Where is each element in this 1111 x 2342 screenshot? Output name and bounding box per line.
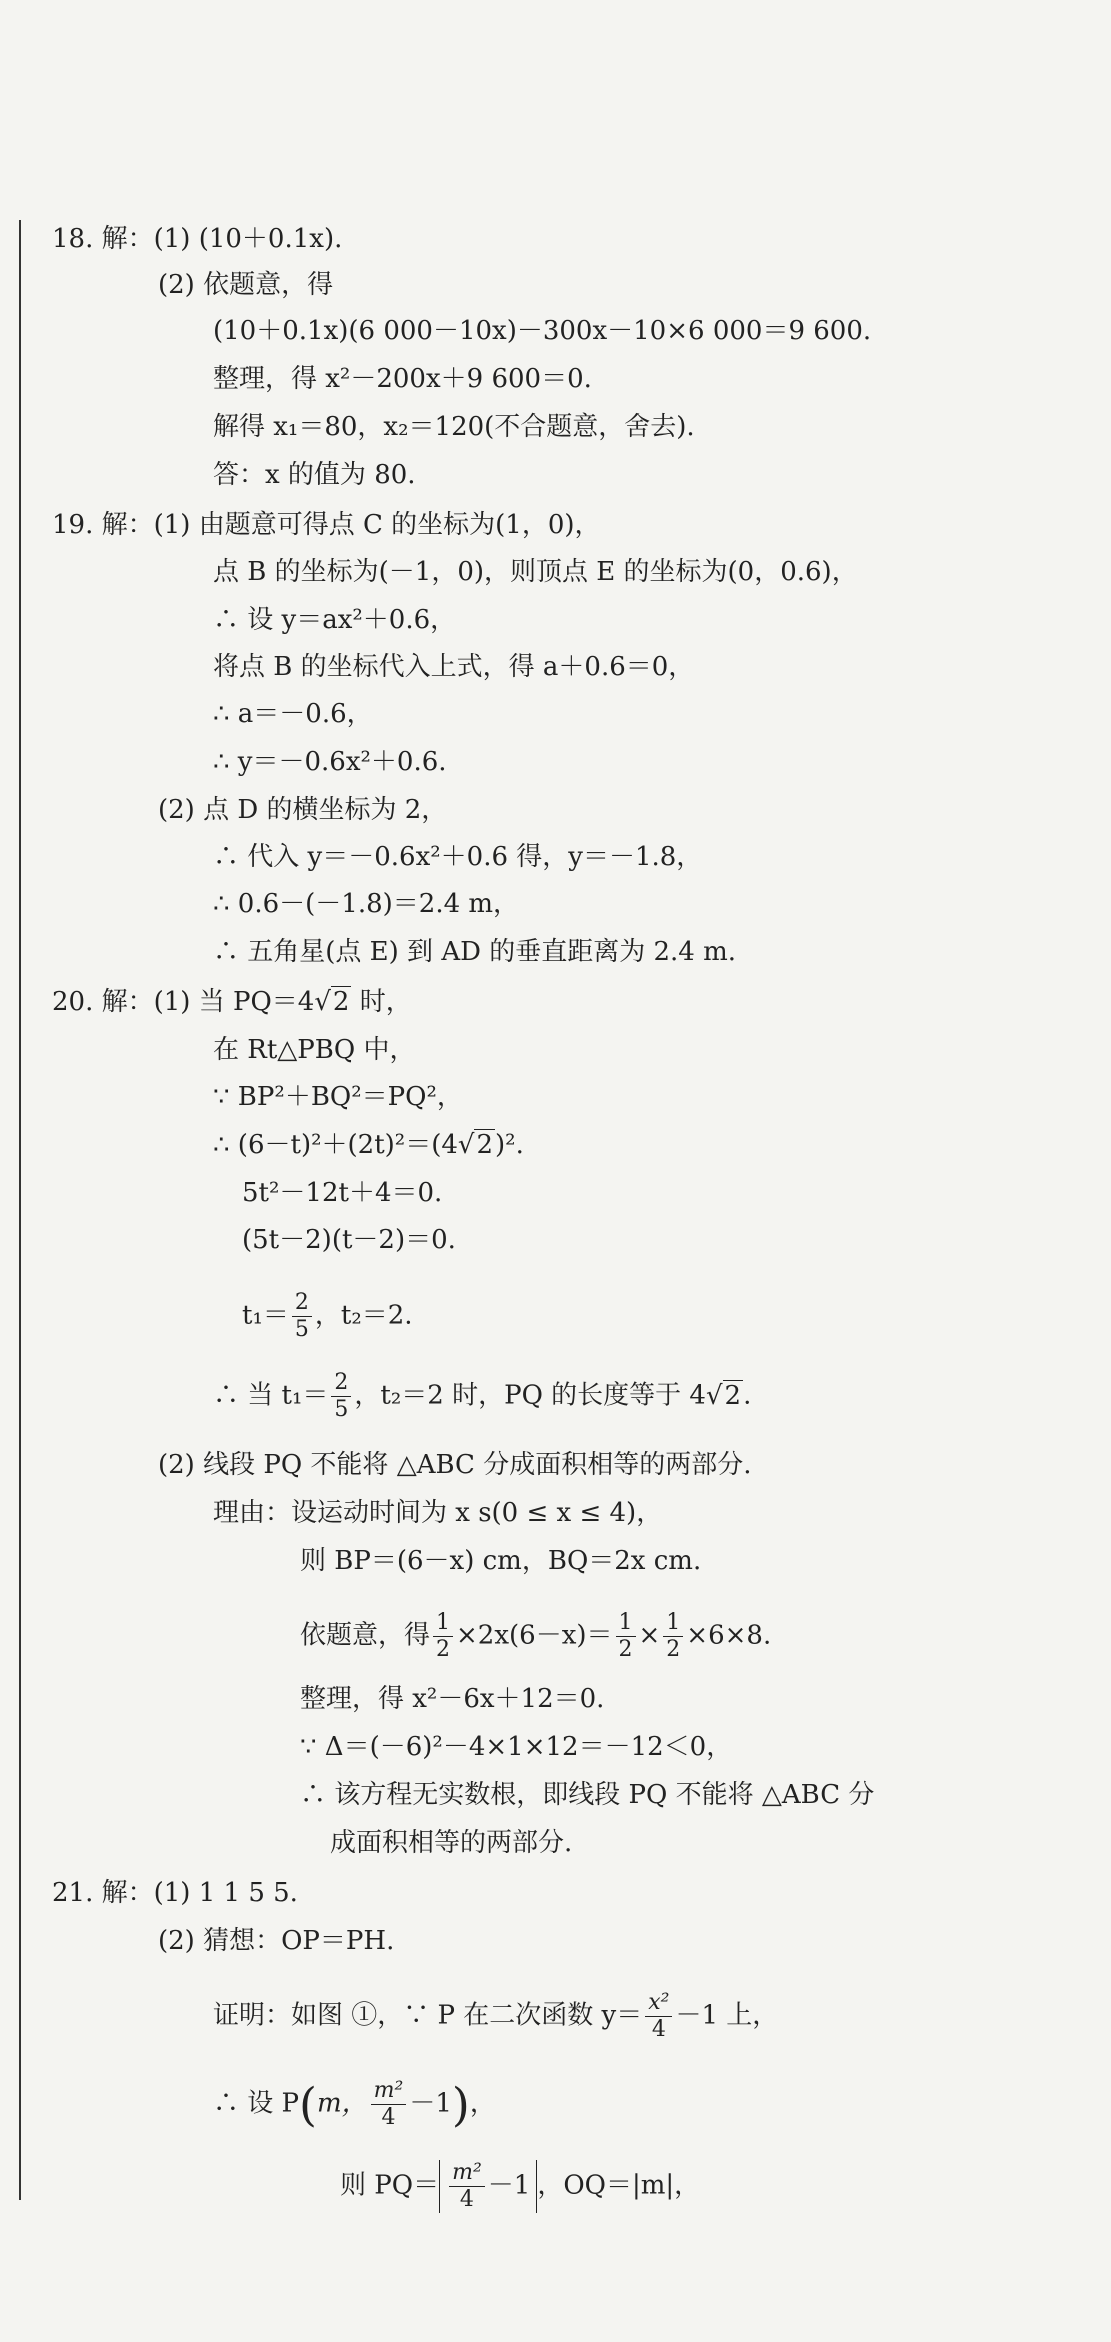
p19-line-6: ∴ y＝－0.6x²＋0.6. [213,747,447,777]
p20-line-15: ∴ 该方程无实数根，即线段 PQ 不能将 △ABC 分 [300,1780,875,1810]
p19-line-10: ∴ 五角星(点 E) 到 AD 的垂直距离为 2.4 m. [213,937,737,967]
fraction [292,1290,312,1343]
p20-line-8 [213,1370,751,1423]
p20-line-14: ∵ Δ＝(－6)²－4×1×12＝－12＜0， [300,1732,733,1762]
p20-line-8-pre: ∴ 当 t₁＝ [213,1380,329,1411]
p21-line-4-minus: －1 [409,2088,452,2119]
p19-line-7: (2) 点 D 的横坐标为 2， [158,795,448,825]
numerator: 2 [331,1370,351,1397]
sqrt-radicand: 2 [332,987,350,1017]
denominator: 4 [381,2105,396,2130]
p20-line-12-mid: ×2x(6－x)＝ [456,1620,613,1651]
p19-line-1: 19. 解：(1) 由题意可得点 C 的坐标为(1，0)， [52,510,601,540]
p20-line-7-post: ，t₂＝2. [314,1300,413,1331]
denominator: 2 [666,1637,681,1662]
p18-line-4: 整理，得 x²－200x＋9 600＝0. [213,364,592,394]
denominator: 4 [651,2017,666,2042]
p21-line-2: (2) 猜想：OP＝PH. [158,1926,395,1956]
p21-line-5-post: ，OQ＝|m|， [537,2170,701,2201]
p20-line-3: ∵ BP²＋BQ²＝PQ²， [213,1082,463,1112]
p20-line-7 [242,1290,413,1343]
fraction [645,1990,672,2043]
p20-line-6: (5t－2)(t－2)＝0. [242,1225,456,1255]
p18-line-3: (10＋0.1x)(6 000－10x)－300x－10×6 000＝9 600. [213,316,872,346]
p20-line-11: 则 BP＝(6－x) cm，BQ＝2x cm. [300,1546,702,1576]
denominator: 2 [618,1637,633,1662]
fraction [449,2160,485,2213]
numerator: 1 [433,1610,453,1637]
right-paren: ) [451,2077,470,2132]
numerator: x² [645,1990,672,2017]
fraction [663,1610,683,1663]
p20-line-4-post: )². [495,1130,524,1160]
fraction [616,1610,636,1663]
numerator: 1 [663,1610,683,1637]
p21-line-3-pre: 证明：如图 ①，∵ P 在二次函数 y＝ [213,2000,643,2031]
fraction [331,1370,351,1423]
p20-line-12-pre: 依题意，得 [300,1620,431,1651]
p20-line-9: (2) 线段 PQ 不能将 △ABC 分成面积相等的两部分. [158,1450,752,1480]
denominator: 4 [459,2187,474,2212]
sqrt-symbol: √2 [314,987,350,1017]
p21-line-1: 21. 解：(1) 1 1 5 5. [52,1878,298,1908]
p19-line-9: ∴ 0.6－(－1.8)＝2.4 m， [213,889,520,919]
fraction [371,2078,407,2131]
p20-line-10: 理由：设运动时间为 x s(0 ≤ x ≤ 4)， [213,1498,663,1528]
p19-line-2: 点 B 的坐标为(－1，0)，则顶点 E 的坐标为(0，0.6)， [213,557,858,587]
denominator: 5 [294,1317,309,1342]
p20-line-1-post: 时， [351,987,412,1017]
denominator: 5 [334,1397,349,1422]
p19-line-5: ∴ a＝－0.6， [213,699,373,729]
sqrt-symbol: √2 [705,1380,742,1411]
fraction [433,1610,453,1663]
p21-line-3-post: －1 上， [675,2000,779,2031]
numerator: 2 [292,1290,312,1317]
p21-line-3 [213,1990,778,2043]
denominator: 2 [436,1637,451,1662]
p20-line-1 [52,985,412,1019]
p20-line-5: 5t²－12t＋4＝0. [242,1178,443,1208]
p20-line-13: 整理，得 x²－6x＋12＝0. [300,1684,605,1714]
p20-line-8-mid: ，t₂＝2 时，PQ 的长度等于 4 [354,1380,706,1411]
sqrt-symbol: √2 [457,1130,494,1160]
p21-line-5-pre: 则 PQ＝ [340,2170,440,2201]
p20-line-7-pre: t₁＝ [242,1300,289,1331]
absolute-value [439,2160,537,2213]
numerator: 1 [616,1610,636,1637]
p21-line-4-pre: ∴ 设 P [213,2088,300,2119]
p18-line-1: 18. 解：(1) (10＋0.1x). [52,224,343,254]
p20-line-16: 成面积相等的两部分. [330,1828,573,1858]
p20-line-4 [213,1128,524,1162]
p20-line-4-pre: ∴ (6－t)²＋(2t)²＝(4 [213,1130,458,1160]
p18-line-6: 答：x 的值为 80. [213,460,416,490]
p20-line-12-post: ×6×8. [686,1620,772,1651]
p21-line-4-m: m， [316,2088,368,2119]
sqrt-radicand: 2 [724,1380,742,1411]
p20-line-12-times: × [638,1620,661,1651]
p18-line-2: (2) 依题意，得 [158,270,334,300]
p19-line-4: 将点 B 的坐标代入上式，得 a＋0.6＝0， [213,652,695,682]
numerator: m² [449,2160,485,2187]
left-paren: ( [299,2077,317,2132]
sqrt-radicand: 2 [476,1130,494,1160]
p21-line-5-minus: －1 [487,2170,531,2201]
p19-line-3: ∴ 设 y＝ax²＋0.6， [213,605,457,635]
p19-line-8: ∴ 代入 y＝－0.6x²＋0.6 得，y＝－1.8， [213,842,703,872]
p21-line-5 [340,2160,700,2213]
numerator: m² [371,2078,407,2105]
margin-rule [19,220,21,2200]
p20-line-12 [300,1610,771,1663]
p18-line-5: 解得 x₁＝80，x₂＝120(不合题意，舍去). [213,412,695,442]
p20-line-2: 在 Rt△PBQ 中， [213,1035,416,1065]
p21-line-4: ∴ 设 P(m， $\frac{\text{m²}}{4}$ －1)， [213,2077,496,2132]
p20-line-1-pre: 20. 解：(1) 当 PQ＝4 [52,987,315,1017]
p20-line-8-post: . [743,1380,752,1411]
